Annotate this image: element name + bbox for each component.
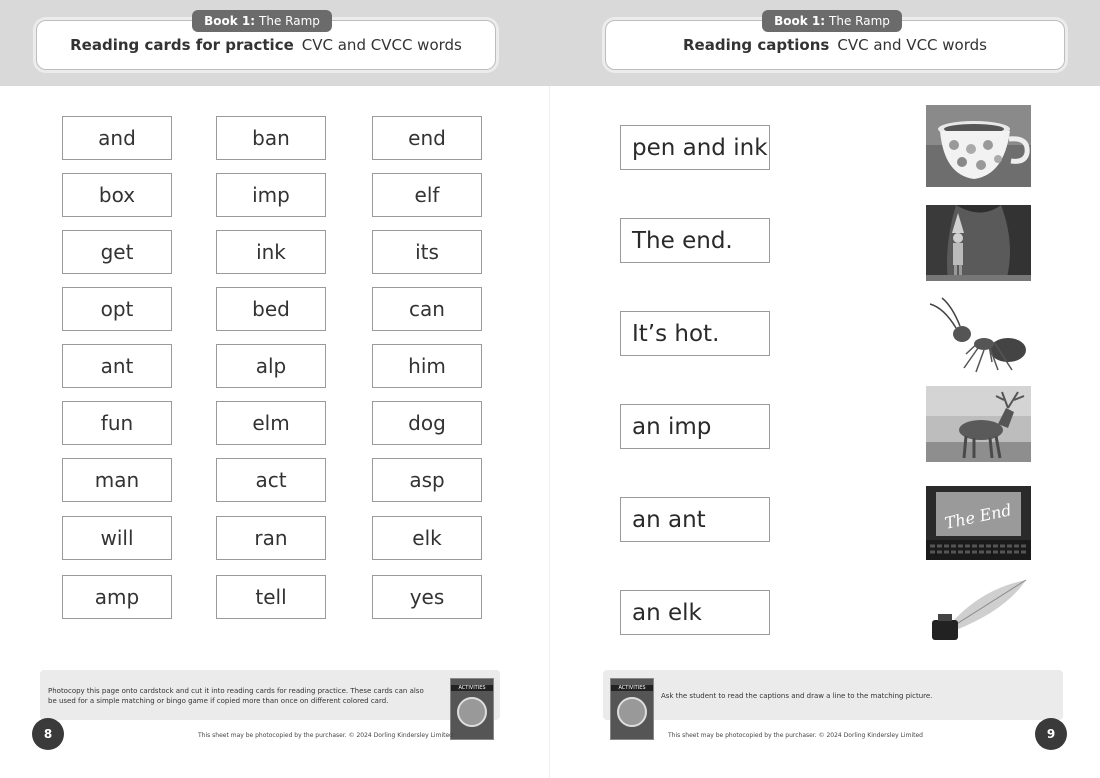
caption-card: an elk [620, 590, 770, 635]
word-card: ink [216, 230, 326, 274]
caption-card: The end. [620, 218, 770, 263]
left-instruction-text: Photocopy this page onto cardstock and cut it into reading cards for reading practice. These cards can also be used for a simple matching or bingo game if copied more than once on different colored card. [48, 687, 424, 705]
left-instruction-box [40, 670, 500, 720]
word-card: amp [62, 575, 172, 619]
word-card: get [62, 230, 172, 274]
left-footer: This sheet may be photocopied by the purchaser. © 2024 Dorling Kindersley Limited [198, 732, 453, 739]
left-book-title: The Ramp [259, 14, 320, 28]
word-card: and [62, 116, 172, 160]
word-card: fun [62, 401, 172, 445]
word-card: opt [62, 287, 172, 331]
right-footer: This sheet may be photocopied by the purchaser. © 2024 Dorling Kindersley Limited [668, 732, 923, 739]
the-end-screen-photo [926, 486, 1031, 560]
word-card: man [62, 458, 172, 502]
word-card: asp [372, 458, 482, 502]
left-book-tab [192, 10, 332, 32]
word-card: imp [216, 173, 326, 217]
word-card: yes [372, 575, 482, 619]
right-instruction-text: Ask the student to read the captions and draw a line to the matching picture. [661, 692, 933, 700]
word-card: will [62, 516, 172, 560]
left-banner-subtitle: CVC and CVCC words [301, 36, 462, 54]
caption-card: an ant [620, 497, 770, 542]
left-banner-title: Reading cards for practice [70, 36, 294, 54]
word-card: ban [216, 116, 326, 160]
word-card: bed [216, 287, 326, 331]
word-card: can [372, 287, 482, 331]
book-cover-thumbnail-right [610, 678, 654, 740]
word-card: alp [216, 344, 326, 388]
caption-card: an imp [620, 404, 770, 449]
book-cover-title-right: ACTIVITIES [611, 685, 653, 691]
teacup-photo [926, 105, 1031, 187]
word-card: box [62, 173, 172, 217]
word-card: its [372, 230, 482, 274]
word-card: elm [216, 401, 326, 445]
word-card: elf [372, 173, 482, 217]
right-book-tab [762, 10, 902, 32]
elk-photo [926, 386, 1031, 462]
ant-photo [926, 296, 1031, 378]
page-gutter [549, 86, 550, 778]
right-book-title: The Ramp [829, 14, 890, 28]
right-book-label: Book 1: [774, 14, 826, 28]
right-instruction-box [603, 670, 1063, 720]
word-card: him [372, 344, 482, 388]
right-banner-title: Reading captions [683, 36, 830, 54]
right-banner-subtitle: CVC and VCC words [837, 36, 987, 54]
book-cover-thumbnail-left [450, 678, 494, 740]
word-card: act [216, 458, 326, 502]
caption-card: It’s hot. [620, 311, 770, 356]
word-card: ant [62, 344, 172, 388]
word-card: elk [372, 516, 482, 560]
left-book-label: Book 1: [204, 14, 256, 28]
word-card: dog [372, 401, 482, 445]
word-card: end [372, 116, 482, 160]
caption-card: pen and ink [620, 125, 770, 170]
screen-text: The End [942, 500, 1014, 533]
word-card: ran [216, 516, 326, 560]
word-card: tell [216, 575, 326, 619]
page-number-left: 8 [32, 718, 64, 750]
quill-and-ink-photo [926, 570, 1031, 644]
book-cover-title-left: ACTIVITIES [451, 685, 493, 691]
imp-on-stage-photo [926, 205, 1031, 281]
page-number-right: 9 [1035, 718, 1067, 750]
